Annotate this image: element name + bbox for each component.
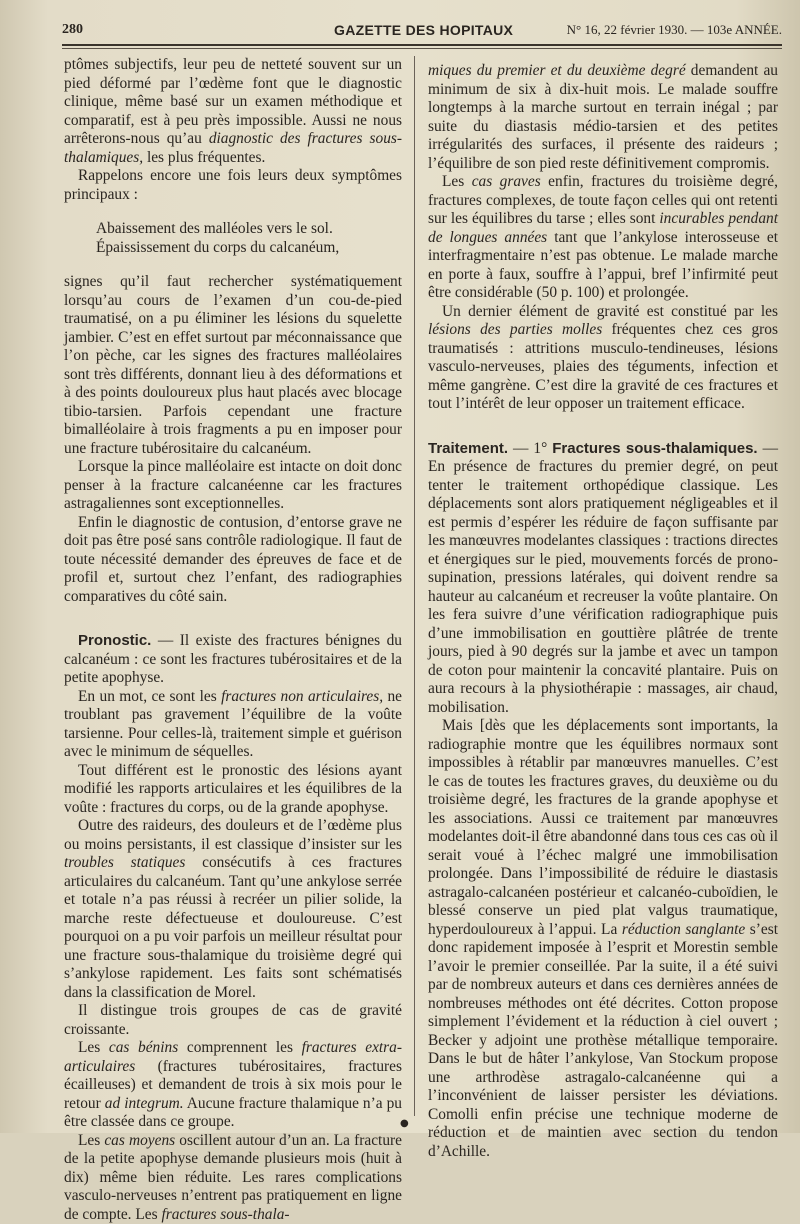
issue-info: N° 16, 22 février 1930. — 103e ANNÉE. <box>567 22 782 38</box>
header-rule-thin <box>62 48 782 49</box>
left-column <box>64 56 402 1224</box>
paragraph: Mais [dès que les déplacements sont importants, la radiographie montre que les équilibres normaux sont impossibles à rétablir par manœuvres manuelles. C’est le cas de toutes les fractures graves, du deuxième ou du troisième degré, les fractures de la grande apophyse et les associations. Aussi ce traitement par manœuvres modelantes doit-il être abandonné dans tous ces cas où il serait voué à l’échec malgré une immobilisation prolongée. Dans l’impossibilité de réduire le diastasis astragalo-calcanéen postérieur et calcanéo-cuboïdien, le blessé conserve un pied plat valgus traumatique, hyperdouloureux à l’appui. La réduction sanglante s’est donc rapidement imposée à l’esprit et Morestin semble l’avoir le premier conseillée. Par la suite, il a été suivi par de nombreux auteurs et dans ces dernières années de nombreuses méthodes ont été décrites. Cotton propose simplement l’évidement et la réduction à ciel ouvert ; Becker y adjoint une prothèse métallique temporaire. Dans le but de hâter l’ankylose, Van Stockum propose une arthrodèse astragalo-calcanéenne qui a l’inconvénient de laisser persister les déviations. Comolli enfin précise une technique moderne de réduction et de maintien avec section du tendon d’Achille. <box>428 717 778 1161</box>
paragraph: Un dernier élément de gravité est constitué par les lésions des parties molles fréquentes chez ces gros traumatisés : attritions musculo-tendineuses, lésions vasculo-nerveuses, plaies des téguments, infection et même gangrène. C’est dire la gravité de ces fractures et tout l’intérêt de leur opposer un traitement efficace. <box>428 303 778 414</box>
paragraph: Enfin le diagnostic de contusion, d’entorse grave ne doit pas être posé sans contrôle radiologique. Il faut de toute nécessité demander des épreuves de face et de profil et, surtout chez l’enfant, des radiographies comparatives du côté sain. <box>64 514 402 607</box>
paragraph: Abaissement des malléoles vers le sol. Épaississement du corps du calcanéum, <box>64 220 402 257</box>
paragraph: ptômes subjectifs, leur peu de netteté souvent sur un pied déformé par l’œdème font que le diagnostic clinique, même basé sur un examen méthodique et comparatif, est à peu près impossible. Aussi ne nous arrêterons-nous qu’au diagnostic des fractures sous-thalamiques, les plus fréquentes. <box>64 56 402 167</box>
footer-ornament: ● <box>400 1118 409 1129</box>
paragraph: Les cas bénins comprennent les fractures extra-articulaires (fractures tubérositaires, fractures écailleuses) et demandent de trois à six mois pour le retour ad integrum. Aucune fracture thalamique n’a pu être classée dans ce groupe. <box>64 1039 402 1132</box>
page-header <box>62 19 782 43</box>
paragraph: Traitement. — 1° Fractures sous-thalamiques. — En présence de fractures du premier degré, on peut tenter le traitement orthopédique classique. Les déplacements sont alors pratiquement négligeables et il est permis d’espérer les réduire de façon suffisante par les manœuvres modelantes classiques : tractions directes et énergiques sur le pied, mouvements forcés de prono-supination, pressions latérales, qui doivent rendre sa hauteur au calcanéum et recreuser la voûte plantaire. On les fera suivre d’une vérification radiographique puis d’une immobilisation en gouttière plâtrée de trente jours, pied à 90 degrés sur la jambe et avec un tampon de coton pour maintenir la concavité plantaire. Puis on aura recours à la physiothérapie : massages, air chaud, mobilisation. <box>428 440 778 718</box>
paragraph: Il distingue trois groupes de cas de gravité croissante. <box>64 1002 402 1039</box>
paragraph: Pronostic. — Il existe des fractures bénignes du calcanéum : ce sont les fractures tubérositaires et de la petite apophyse. <box>64 632 402 688</box>
page-number: 280 <box>62 22 83 38</box>
journal-title: GAZETTE DES HOPITAUX <box>334 22 513 38</box>
right-column <box>428 62 778 1161</box>
paragraph: signes qu’il faut rechercher systématiquement lorsqu’au cours de l’examen d’un cou-de-pied traumatisé, on a pu éliminer les lésions du squelette jambier. C’est en effet surtout par méconnaissance que l’on pèche, car les signes des fractures malléolaires sont très différents, donnant lieu à des déformations et à des points douloureux plus haut placés avec blocage tibio-tarsien. Parfois cependant une fracture bimalléolaire à trois fragments a pu en imposer pour une fracture tubérositaire du calcanéum. <box>64 273 402 458</box>
paragraph: Outre des raideurs, des douleurs et de l’œdème plus ou moins persistants, il est classique d’insister sur les troubles statiques consécutifs à ces fractures articulaires du calcanéum. Tant qu’une ankylose serrée et totale n’a pas réussi à recréer un pilier solide, la marche reste défectueuse et douloureuse. C’est pourquoi on a pu voir parfois un meilleur résultat pour une fracture sous-thalamique du troisième degré qui s’ankylose rapidement. Les faits sont schématisés dans la classification de Morel. <box>64 817 402 1002</box>
paragraph: Rappelons encore une fois leurs deux symptômes principaux : <box>64 167 402 204</box>
paragraph: Les cas graves enfin, fractures du troisième degré, fractures complexes, de toute façon celles qui ont retenti sur les équilibres du tarse ; elles sont incurables pendant de longues années tant que l’ankylose interosseuse et interfragmentaire n’est pas obtenue. Le malade marche en porte à faux, souffre à l’appui, bref l’infirmité peut être considérable (50 p. 100) et prolongée. <box>428 173 778 303</box>
paragraph: Tout différent est le pronostic des lésions ayant modifié les rapports articulaires et les équilibres de la voûte : fractures du corps, ou de la grande apophyse. <box>64 762 402 818</box>
column-divider <box>414 56 415 1116</box>
paragraph: Les cas moyens oscillent autour d’un an. La fracture de la petite apophyse demande plusieurs mois (huit à dix) même bien réduite. Les rares complications vasculo-nerveuses n’entrent pas pratiquement en ligne de compte. Les fractures sous-thala- <box>64 1132 402 1224</box>
header-rule <box>62 44 782 46</box>
paragraph: miques du premier et du deuxième degré demandent au minimum de six à dix-huit mois. Le malade souffre longtemps à la marche surtout en terrain inégal ; par suite du diastasis médio-tarsien et des petites irrégularités des surfaces, il présente des raideurs ; l’équilibre de son pied reste définitivement compromis. <box>428 62 778 173</box>
paragraph: En un mot, ce sont les fractures non articulaires, ne troublant pas gravement l’équilibre de la voûte tarsienne. Pour celles-là, traitement simple et guérison avec le minimum de séquelles. <box>64 688 402 762</box>
paragraph: Lorsque la pince malléolaire est intacte on doit donc penser à la fracture calcanéenne car les fractures astragaliennes sont exceptionnelles. <box>64 458 402 514</box>
